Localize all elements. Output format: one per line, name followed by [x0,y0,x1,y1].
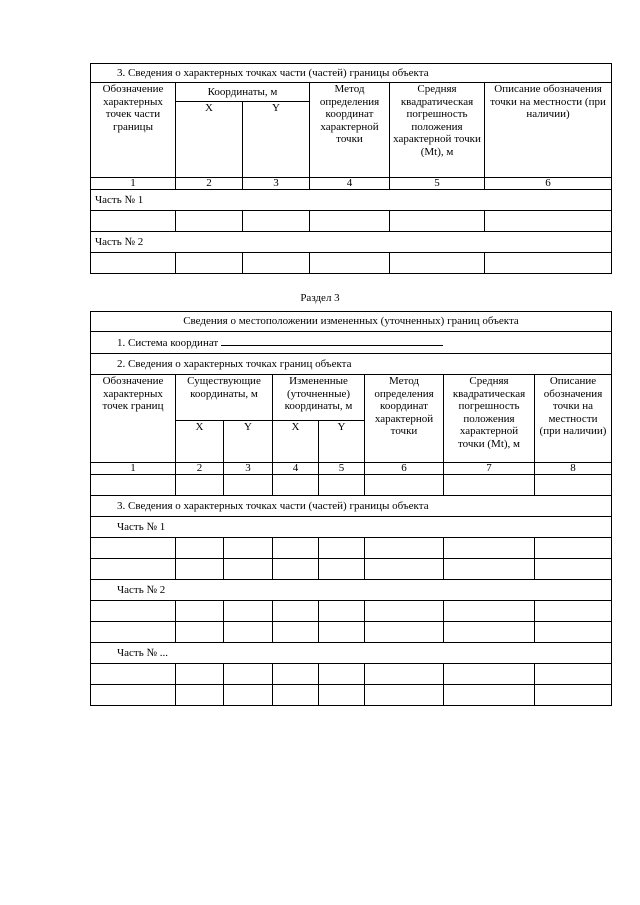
coord-system-blank[interactable] [221,335,443,346]
col-error: Средняя квадратическая погрешность положения характерной точки (Mt), м [444,375,535,463]
empty-cell[interactable] [176,622,224,643]
empty-cell[interactable] [444,538,535,559]
table-row [91,538,612,559]
table-row [91,685,612,706]
empty-cell[interactable] [485,211,612,232]
col-number: 3 [224,463,273,475]
empty-cell[interactable] [176,664,224,685]
empty-cell[interactable] [176,538,224,559]
table1-title: 3. Сведения о характерных точках части (частей) границы объекта [91,64,612,83]
empty-cell[interactable] [273,475,319,496]
empty-cell[interactable] [176,685,224,706]
empty-cell[interactable] [224,559,273,580]
empty-cell[interactable] [243,253,310,274]
col-point-designation: Обозначение характерных точек границ [91,375,176,463]
empty-cell[interactable] [444,559,535,580]
col-number: 1 [91,463,176,475]
col-description: Описание обозначения точки на местности (при наличии) [485,83,612,178]
empty-cell[interactable] [535,601,612,622]
empty-cell[interactable] [310,211,390,232]
empty-cell[interactable] [319,601,365,622]
points-title: 2. Сведения о характерных точках границ объекта [91,354,612,375]
empty-cell[interactable] [319,664,365,685]
empty-cell[interactable] [365,601,444,622]
empty-cell[interactable] [365,475,444,496]
part-label: Часть № 2 [91,580,612,601]
empty-cell[interactable] [319,622,365,643]
table-row [91,601,612,622]
empty-cell[interactable] [91,475,176,496]
empty-cell[interactable] [224,685,273,706]
col-y: Y [243,102,310,178]
col-number: 7 [444,463,535,475]
part-label: Часть № 1 [91,190,612,211]
col-number: 1 [91,178,176,190]
table-row [91,622,612,643]
empty-cell[interactable] [319,538,365,559]
section-title: Раздел 3 [300,292,340,304]
empty-cell[interactable] [390,211,485,232]
empty-cell[interactable] [224,601,273,622]
empty-cell[interactable] [319,475,365,496]
empty-cell[interactable] [91,664,176,685]
empty-cell[interactable] [365,559,444,580]
col-x: X [176,102,243,178]
empty-cell[interactable] [535,559,612,580]
part-label: Часть № ... [91,643,612,664]
empty-cell[interactable] [91,601,176,622]
empty-cell[interactable] [535,685,612,706]
empty-cell[interactable] [224,622,273,643]
empty-cell[interactable] [390,253,485,274]
table-row [91,253,612,274]
empty-cell[interactable] [243,211,310,232]
empty-cell[interactable] [224,475,273,496]
empty-cell[interactable] [91,211,176,232]
empty-cell[interactable] [485,253,612,274]
col-existing-x: X [176,421,224,463]
col-number: 5 [390,178,485,190]
empty-cell[interactable] [444,685,535,706]
coord-system-row [91,332,612,354]
table-row [91,475,612,496]
col-number: 8 [535,463,612,475]
part-label: Часть № 1 [91,517,612,538]
part-label: Часть № 2 [91,232,612,253]
empty-cell[interactable] [535,664,612,685]
col-coordinates-group: Координаты, м [176,83,310,102]
col-existing-y: Y [224,421,273,463]
part-points-table-1 [90,63,612,274]
col-number: 3 [243,178,310,190]
empty-cell[interactable] [273,664,319,685]
empty-cell[interactable] [91,559,176,580]
table-row [91,664,612,685]
col-changed-coordinates: Измененные (уточненные) координаты, м [273,375,365,421]
col-existing-coordinates: Существующие координаты, м [176,375,273,421]
empty-cell[interactable] [365,538,444,559]
empty-cell[interactable] [176,211,243,232]
empty-cell[interactable] [319,685,365,706]
empty-cell[interactable] [273,559,319,580]
empty-cell[interactable] [310,253,390,274]
empty-cell[interactable] [224,538,273,559]
col-error: Средняя квадратическая погрешность положения характерной точки (Mt), м [390,83,485,178]
changed-boundaries-table [90,311,612,706]
coord-system-label: 1. Система координат [117,337,219,350]
empty-cell[interactable] [176,601,224,622]
empty-cell[interactable] [91,538,176,559]
empty-cell[interactable] [273,601,319,622]
empty-cell[interactable] [444,622,535,643]
empty-cell[interactable] [365,622,444,643]
empty-cell[interactable] [273,622,319,643]
empty-cell[interactable] [273,538,319,559]
empty-cell[interactable] [535,538,612,559]
empty-cell[interactable] [535,622,612,643]
empty-cell[interactable] [176,475,224,496]
empty-cell[interactable] [176,559,224,580]
empty-cell[interactable] [91,253,176,274]
col-number: 4 [310,178,390,190]
empty-cell[interactable] [365,664,444,685]
col-number: 5 [319,463,365,475]
empty-cell[interactable] [535,475,612,496]
empty-cell[interactable] [176,253,243,274]
parts-title: 3. Сведения о характерных точках части (частей) границы объекта [91,496,612,517]
col-number: 6 [365,463,444,475]
col-number: 2 [176,178,243,190]
col-changed-y: Y [319,421,365,463]
table-row [91,211,612,232]
empty-cell[interactable] [91,622,176,643]
col-method: Метод определения координат характерной точки [365,375,444,463]
empty-cell[interactable] [91,685,176,706]
table2-title: Сведения о местоположении измененных (уточненных) границ объекта [91,312,612,332]
col-changed-x: X [273,421,319,463]
empty-cell[interactable] [319,559,365,580]
col-method: Метод определения координат характерной точки [310,83,390,178]
table-row [91,559,612,580]
col-point-designation: Обозначение характерных точек части границы [91,83,176,178]
empty-cell[interactable] [444,664,535,685]
col-description: Описание обозначения точки на местности (при наличии) [535,375,612,463]
empty-cell[interactable] [444,475,535,496]
col-number: 4 [273,463,319,475]
col-number: 6 [485,178,612,190]
empty-cell[interactable] [273,685,319,706]
empty-cell[interactable] [224,664,273,685]
empty-cell[interactable] [444,601,535,622]
col-number: 2 [176,463,224,475]
empty-cell[interactable] [365,685,444,706]
